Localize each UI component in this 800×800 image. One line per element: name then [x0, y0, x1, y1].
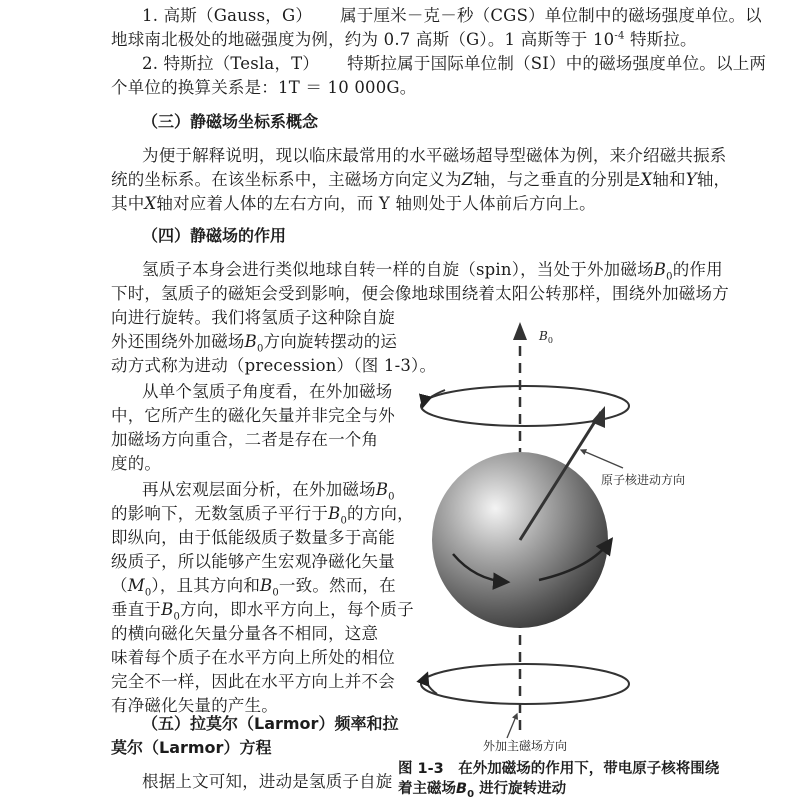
s4-p1-text-4a: 外还围绕外加磁场 [111, 332, 245, 351]
s5-text-1: 根据上文可知，进动是氢质子自旋 [142, 772, 393, 791]
s4-p3-text-6a: 垂直于 [111, 600, 162, 619]
s4-p3-line-1 [142, 478, 395, 502]
s4-p1-line-1 [142, 258, 723, 282]
s4-p2-line-4 [111, 452, 161, 476]
s4-p1-line-2 [111, 282, 729, 306]
section-5-line-1 [142, 770, 393, 794]
gauss-tail: 特斯拉。 [624, 30, 697, 49]
s4-p3-text-5a: （ [111, 576, 128, 595]
s4-p2-text-3: 加磁场方向重合，二者是存在一个角 [111, 430, 379, 449]
s3-text-2d: 轴， [696, 170, 731, 189]
s3-text-2a: 统的坐标系。在该坐标系中，主磁场方向定义为 [111, 170, 462, 189]
s4-p3-line-4 [111, 550, 395, 574]
s4-p2-text-2: 中，它所产生的磁化矢量并非完全与外 [111, 406, 395, 425]
s3-text-3b: 轴对应着人体的左右方向，而 Y 轴则处于人体前后方向上。 [156, 194, 596, 213]
m0-subscript: 0 [144, 587, 152, 599]
s4-p3-text-4: 级质子，所以能够产生宏观净磁化矢量 [111, 552, 395, 571]
b0-symbol-6: B [161, 600, 174, 619]
m0-symbol: M [127, 576, 145, 595]
gauss-line-2 [111, 28, 697, 52]
gauss-example: 地球南北极处的地磁强度为例，约为 0.7 高斯（G）。1 高斯等于 10 [111, 30, 615, 49]
gauss-label: 1. 高斯（Gauss，G） [142, 6, 313, 25]
caption-b0-subscript: 0 [467, 788, 475, 800]
b0-label: $B_0$ [539, 329, 553, 345]
s4-p3-text-6b: 方向，即水平方向上，每个质子 [180, 600, 414, 619]
caption-text-2b: 进行旋转进动 [479, 781, 567, 797]
upper-ring-arrow [423, 390, 445, 406]
caption-b0-symbol: B [456, 781, 468, 797]
tesla-desc: 特斯拉属于国际单位制（SI）中的磁场强度单位。以上两 [347, 54, 767, 73]
s4-p1-line-3 [111, 306, 395, 330]
b0-symbol-3: B [375, 480, 389, 499]
s4-p1-text-2: 下时，氢质子的磁矩会受到影响，便会像地球围绕着太阳公转那样，围绕外加磁场方 [111, 284, 729, 303]
s4-p3-line-8 [111, 646, 395, 670]
figure-caption-line-1: 图 1-3 在外加磁场的作用下，带电原子核将围绕 [398, 761, 720, 777]
x-axis-symbol-2: X [144, 194, 157, 213]
s4-p3-text-1: 再从宏观层面分析，在外加磁场 [142, 480, 376, 499]
s4-p3-text-5c: 一致。然而，在 [278, 576, 396, 595]
figure-precession [405, 318, 735, 754]
b0-subscript-2: 0 [256, 343, 264, 355]
lower-field-ring [421, 664, 629, 704]
s4-p3-line-7 [111, 622, 378, 646]
precession-direction-label: 原子核进动方向 [601, 473, 686, 487]
tesla-conversion: 个单位的换算关系是：1T ＝ 10 000G。 [111, 78, 417, 97]
section-3-line-3 [111, 192, 596, 216]
s4-p3-line-5 [111, 574, 396, 598]
field-direction-label: 外加主磁场方向 [483, 739, 568, 753]
s4-p1-text-4b: 方向旋转摆动的运 [263, 332, 398, 351]
s4-p3-line-3 [111, 526, 395, 550]
b0-subscript: 0 [666, 271, 673, 283]
s3-text-2c: 轴和 [652, 170, 686, 189]
s4-p2-text-1: 从单个氢质子角度看，在外加磁场 [142, 382, 393, 401]
s4-p2-line-3 [111, 428, 378, 452]
s3-text-2b: 轴，与之垂直的分别是 [473, 170, 641, 189]
section-3-line-2 [111, 168, 730, 192]
s3-text-3a: 其中 [111, 194, 145, 213]
b0-subscript-6: 0 [173, 611, 180, 623]
gauss-exponent: -4 [614, 30, 625, 42]
s4-p1-text-1b: 的作用 [672, 260, 723, 279]
field-pointer [507, 714, 517, 738]
b0-symbol-4: B [328, 504, 341, 523]
section-5-heading-1: （五）拉莫尔（Larmor）频率和拉 [142, 714, 399, 733]
s4-p1-line-5 [111, 354, 436, 378]
s4-p3-text-3: 即纵向，由于低能级质子数量多于高能 [111, 528, 395, 547]
tesla-line-2 [111, 76, 417, 100]
b0-subscript-5: 0 [272, 587, 279, 599]
x-axis-symbol: X [640, 170, 653, 189]
s4-p3-text-5b: ），且其方向和 [151, 576, 261, 595]
y-axis-symbol: Y [685, 170, 697, 189]
b0-subscript-3: 0 [388, 491, 395, 503]
caption-text-2a: 着主磁场 [398, 781, 456, 797]
s4-p2-line-1 [142, 380, 393, 404]
s4-p3-line-2 [111, 502, 414, 526]
s4-p1-text-3: 向进行旋转。我们将氢质子这种除自旋 [111, 308, 395, 327]
section-3-line-1 [142, 144, 727, 168]
s4-p3-text-2a: 的影响下，无数氢质子平行于 [111, 504, 329, 523]
b0-subscript-4: 0 [340, 515, 347, 527]
section-4-heading: （四）静磁场的作用 [142, 226, 287, 245]
s4-p3-line-9 [111, 670, 395, 694]
tesla-line-1 [142, 52, 766, 76]
s4-p1-line-4 [111, 330, 397, 354]
s4-p3-text-8: 味着每个质子在水平方向上所处的相位 [111, 648, 395, 667]
s4-p3-text-7: 的横向磁化矢量分量各不相同，这意 [111, 624, 379, 643]
b0-symbol-2: B [244, 332, 257, 351]
s3-text-1: 为便于解释说明，现以临床最常用的水平磁场超导型磁体为例，来介绍磁共振系 [142, 146, 727, 165]
gauss-desc: 属于厘米－克－秒（CGS）单位制中的磁场强度单位。以 [340, 6, 762, 25]
s4-p2-line-2 [111, 404, 395, 428]
precession-pointer [581, 450, 623, 468]
precession-diagram [405, 318, 735, 754]
gauss-line-1 [142, 4, 762, 28]
s4-p3-text-9: 完全不一样，因此在水平方向上并不会 [111, 672, 395, 691]
b0-symbol: B [653, 260, 667, 279]
section-5-heading-2: 莫尔（Larmor）方程 [111, 738, 272, 757]
s4-p3-text-10: 有净磁化矢量的产生。 [111, 696, 278, 715]
figure-caption-line-2 [398, 778, 566, 800]
tesla-label: 2. 特斯拉（Tesla，T） [142, 54, 320, 73]
section-3-heading: （三）静磁场坐标系概念 [142, 112, 319, 131]
b0-symbol-5: B [260, 576, 273, 595]
s4-p2-text-4: 度的。 [111, 454, 162, 473]
z-axis-symbol: Z [461, 170, 474, 189]
s4-p3-line-6 [111, 598, 414, 622]
s4-p1-text-1a: 氢质子本身会进行类似地球自转一样的自旋（spin），当处于外加磁场 [142, 260, 654, 279]
s4-p3-text-2b: 的方向， [347, 504, 414, 523]
b0-axis-arrowhead [513, 322, 527, 340]
s4-p1-text-5: 动方式称为进动（precession）（图 1-3）。 [111, 356, 437, 375]
